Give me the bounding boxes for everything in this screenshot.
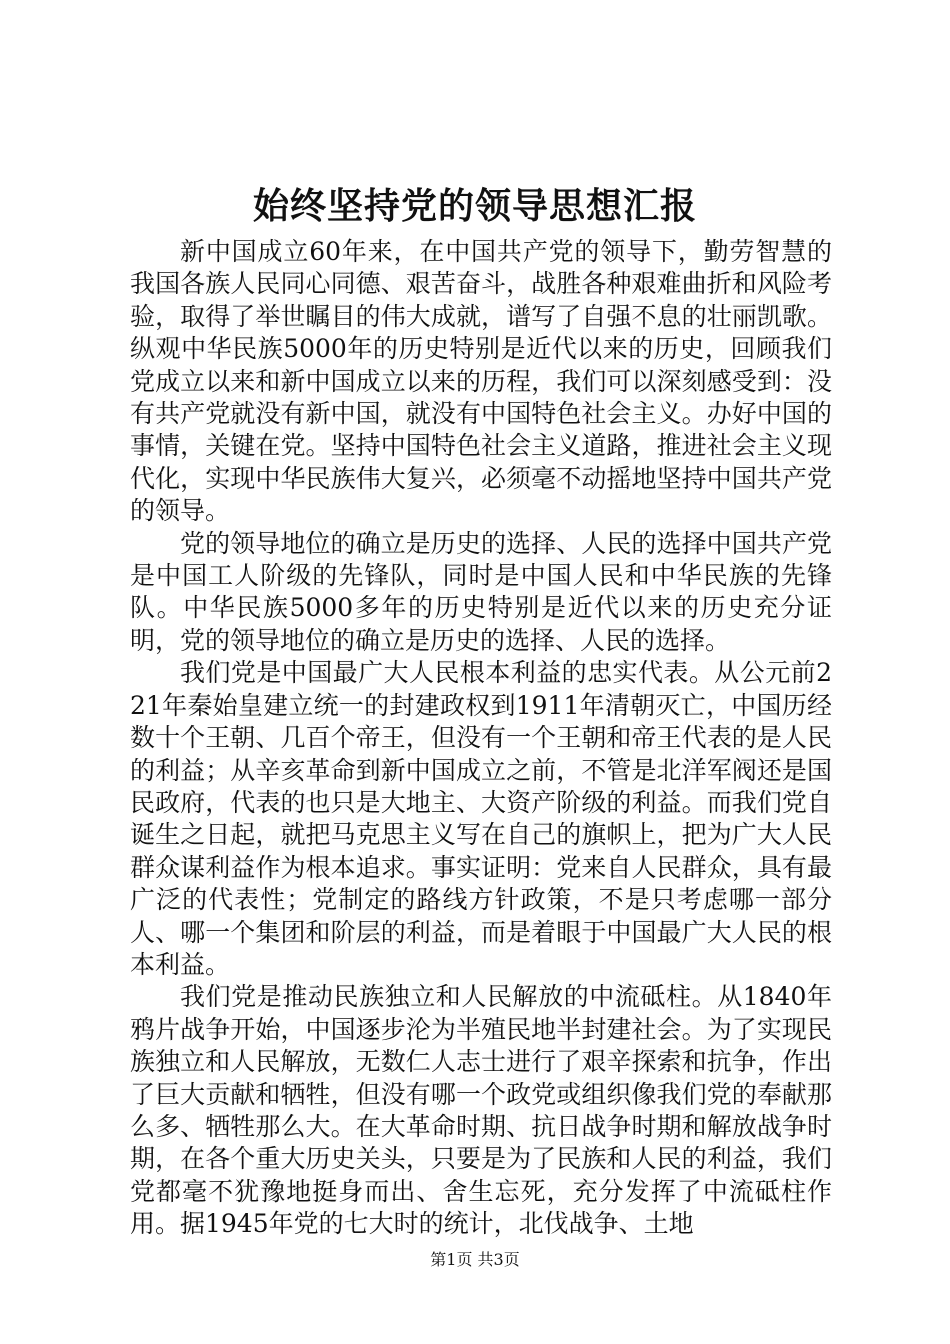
page-footer: 第1页 共3页 [430,1250,520,1269]
document-title: 始终坚持党的领导思想汇报 [252,185,697,227]
paragraph: 党的领导地位的确立是历史的选择、人民的选择中国共产党是中国工人阶级的先锋队，同时是中国人民和中华民族的先锋队。中华民族5000多年的历史特别是近代以来的历史充分证明，党的领导地位的确立是历史的选择、人民的选择。 [130,528,832,655]
paragraph: 新中国成立60年来，在中国共产党的领导下，勤劳智慧的我国各族人民同心同德、艰苦奋斗，战胜各种艰难曲折和风险考验，取得了举世瞩目的伟大成就，谱写了自强不息的壮丽凯歌。纵观中华民族5000年的历史特别是近代以来的历史，回顾我们党成立以来和新中国成立以来的历程，我们可以深刻感受到：没有共产党就没有新中国，就没有中国特色社会主义。办好中国的事情，关键在党。坚持中国特色社会主义道路，推进社会主义现代化，实现中华民族伟大复兴，必须毫不动摇地坚持中国共产党的领导。 [130,237,832,526]
paragraph: 我们党是中国最广大人民根本利益的忠实代表。从公元前221年秦始皇建立统一的封建政权到1911年清朝灭亡，中国历经数十个王朝、几百个帝王，但没有一个王朝和帝王代表的是人民的利益；从辛亥革命到新中国成立之前，不管是北洋军阀还是国民政府，代表的也只是大地主、大资产阶级的利益。而我们党自诞生之日起，就把马克思主义写在自己的旗帜上，把为广大人民群众谋利益作为根本追求。事实证明：党来自人民群众，具有最广泛的代表性；党制定的路线方针政策，不是只考虑哪一部分人、哪一个集团和阶层的利益，而是着眼于中国最广大人民的根本利益。 [130,658,832,979]
paragraph: 我们党是推动民族独立和人民解放的中流砥柱。从1840年鸦片战争开始，中国逐步沦为半殖民地半封建社会。为了实现民族独立和人民解放，无数仁人志士进行了艰辛探索和抗争，作出了巨大贡献和牺牲，但没有哪一个政党或组织像我们党的奉献那么多、牺牲那么大。在大革命时期、抗日战争时期和解放战争时期，在各个重大历史关头，只要是为了民族和人民的利益，我们党都毫不犹豫地挺身而出、舍生忘死，充分发挥了中流砥柱作用。据1945年党的七大时的统计，北伐战争、土地 [130,982,832,1239]
document-body [130,236,832,1241]
